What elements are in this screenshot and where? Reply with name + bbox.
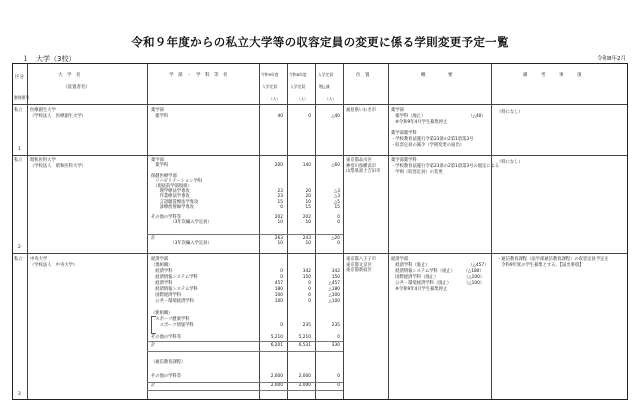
- page-title: 令和９年度からの私立大学等の収容定員の変更に係る学則変更予定一覧: [131, 35, 509, 49]
- section-heading: １ 大学（3校）: [22, 55, 76, 63]
- header-increase: 増△減: [319, 84, 330, 89]
- faculty-line-name: 経済学科: [151, 281, 173, 286]
- row2-summary-0: 薬学部薬学科: [391, 158, 417, 163]
- row1-summary-4: 薬学部薬学科: [391, 131, 417, 136]
- faculty-line-r8: 150: [302, 275, 311, 280]
- faculty-line-r9: 2,000: [270, 374, 283, 379]
- faculty-line-name: 国際経済学科: [151, 293, 182, 298]
- faculty-line-diff: 235: [331, 323, 340, 328]
- row1-dept: 薬学科: [151, 114, 169, 119]
- row3-location: 東京都八王子市 東京都文京区 東京都新宿区: [346, 257, 377, 274]
- faculty-line-diff: △100: [328, 299, 340, 304]
- faculty-line-r9: 23: [277, 189, 283, 195]
- header-num: 整理番号: [14, 95, 30, 100]
- faculty-line-name: 経済学科: [151, 269, 173, 274]
- faculty-line-r8: 0: [308, 287, 311, 292]
- header-location: 位 置: [356, 73, 370, 78]
- faculty-line-r8: 202: [302, 215, 311, 221]
- faculty-line-r9: 23: [277, 194, 283, 200]
- faculty-line-diff: 0: [337, 215, 340, 221]
- faculty-line-name: （現従前学部現組）: [151, 184, 192, 189]
- faculty-line-r9: 100: [274, 293, 283, 298]
- faculty-line-r9: 180: [274, 287, 283, 292]
- faculty-line-r9: 0: [280, 275, 283, 280]
- row2-type: 私立: [14, 158, 23, 163]
- faculty-line-r9: 202: [274, 215, 283, 221]
- faculty-line-diff: 0: [337, 383, 340, 388]
- row3-summary-0: 経済学部: [391, 257, 409, 262]
- header-founder: （設置者名）: [63, 85, 90, 90]
- faculty-line-name: リハビリテーション学科: [151, 178, 203, 184]
- row2-summary-2: 学則（収容定員）の変更: [391, 170, 443, 175]
- faculty-line-name: 理学療法学専攻: [151, 189, 190, 195]
- faculty-line-r9: 0: [280, 269, 283, 274]
- faculty-line-r9: 0: [280, 204, 283, 210]
- faculty-line-name: 言語聴覚療法学専攻: [151, 199, 199, 205]
- row2-location: 東京都品川区 神奈川県横浜市 山梨県富士吉田市: [346, 158, 381, 175]
- row1-r8: 0: [308, 114, 311, 119]
- faculty-line-diff: △100: [328, 293, 340, 298]
- row1-university: 医療創生大学: [30, 108, 56, 113]
- faculty-line-name: （新組織）: [151, 311, 173, 316]
- row2-university: 昭和医科大学: [30, 158, 56, 163]
- row1-type: 私立: [14, 108, 23, 113]
- faculty-line-diff: △5: [333, 199, 340, 205]
- faculty-line-r8: 2,000: [298, 374, 311, 379]
- faculty-line-name: 計: [151, 236, 156, 241]
- faculty-line-name: 計: [151, 383, 156, 388]
- row3-summary-2: 経済情報システム学科（廃止） （△180）: [391, 269, 484, 274]
- faculty-line-r9: 10: [277, 241, 283, 247]
- row3-summary-5: ※令和9年4月学生募集停止: [391, 287, 448, 292]
- faculty-line-r8: 243: [302, 236, 311, 241]
- row3-summary-1: 経済学科（廃止） （△457）: [391, 263, 489, 268]
- faculty-line-diff: △60: [331, 163, 340, 169]
- row3-notes: ・通信教育課程（法学部通信教育課程）の収容定員予定を 令和9年度の学生募集とする。【届出事項】: [497, 257, 609, 268]
- row1-summary-6: ・収容定員の減少（学則変更の届出）: [391, 143, 465, 148]
- row3-type: 私立: [14, 257, 23, 262]
- row3-number: 3: [18, 392, 21, 397]
- faculty-line-r9: 10: [277, 220, 283, 226]
- row1-founder: （学校法人 医療創生大学）: [30, 114, 86, 119]
- header-summary: 概 要: [421, 73, 453, 78]
- faculty-line-r8: 20: [305, 189, 311, 195]
- faculty-line-r9: 200: [274, 163, 283, 169]
- faculty-line-r8: 2,000: [298, 383, 311, 388]
- faculty-line-name: 計: [151, 343, 156, 348]
- faculty-line-name: 経済情報システム学科: [151, 275, 198, 280]
- row2-founder: （学校法人 昭和医科大学）: [30, 164, 86, 169]
- faculty-line-name: その他の学科等: [151, 215, 182, 221]
- faculty-line-r8: 0: [308, 281, 311, 286]
- faculty-line-diff: 0: [337, 335, 340, 340]
- row2-notes: （特になし）: [497, 160, 523, 165]
- row1-summary-0: 薬学部: [391, 108, 404, 113]
- faculty-line-r9: 457: [274, 281, 283, 286]
- faculty-line-r8: 10: [305, 241, 311, 247]
- header-faculty: 学 部 ・ 学 科 等 名: [169, 73, 228, 78]
- faculty-line-r8: 10: [305, 220, 311, 226]
- faculty-line-r8: 5,210: [298, 335, 311, 340]
- faculty-line-r9: 263: [274, 236, 283, 241]
- row1-diff: △40: [331, 114, 340, 119]
- header-university: 大 学 名: [58, 73, 81, 78]
- row1-summary-5: ・学校教育法施行令第23条の2第1項第3号: [391, 137, 474, 142]
- header-diff: 入学定員: [318, 72, 334, 77]
- faculty-line-r8: 10: [305, 199, 311, 205]
- header-notes: 備 考 事 項: [523, 73, 582, 78]
- faculty-line-r8: 235: [302, 323, 311, 328]
- row2-number: 2: [18, 245, 21, 250]
- row1-summary-2: ※令和9年4月学生募集停止: [391, 120, 448, 125]
- faculty-line-diff: △180: [328, 287, 340, 292]
- faculty-line-r8: 15: [305, 204, 311, 210]
- faculty-line-name: 経済学部: [151, 257, 169, 262]
- faculty-line-diff: △3: [333, 194, 340, 200]
- row3-summary-4: 公共・環境経済学科（廃止） （△100）: [391, 281, 485, 286]
- faculty-line-r9: 15: [277, 199, 283, 205]
- faculty-line-r8: 0: [308, 299, 311, 304]
- header-capacity-r8: 令和8年度: [289, 72, 307, 77]
- faculty-line-name: 保健医療学部: [151, 173, 177, 179]
- faculty-line-r8: 6,531: [298, 343, 311, 348]
- faculty-line-r8: 140: [302, 163, 311, 169]
- faculty-line-name: 診療放射線学専攻: [151, 204, 194, 210]
- faculty-line-r8: 0: [308, 293, 311, 298]
- row2-summary-1: ・学校教育法施行令第23条の2第1項第3号の規定による: [391, 164, 500, 169]
- new-org-bracket: [151, 316, 156, 334]
- faculty-line-diff: 150: [331, 275, 340, 280]
- faculty-line-name: 作業療法学専攻: [151, 194, 190, 200]
- schedule-table: [12, 63, 628, 400]
- faculty-line-diff: 0: [337, 220, 340, 226]
- header-unit-2: （人）: [297, 97, 308, 101]
- faculty-line-diff: 15: [334, 204, 340, 210]
- row1-faculty: 薬学部: [151, 108, 164, 113]
- header-type: 区分: [15, 75, 24, 80]
- header-unit-1: （人）: [269, 97, 280, 101]
- faculty-line-r9: 6,201: [270, 343, 283, 348]
- faculty-line-diff: 0: [337, 241, 340, 247]
- faculty-line-r9: 5,210: [270, 335, 283, 340]
- document-date: 令和8年2月: [597, 56, 626, 62]
- faculty-line-r9: 100: [274, 299, 283, 304]
- header-capacity-r8-sub: 入学定員: [290, 84, 306, 89]
- header-capacity-r9-sub: 入学定員: [262, 84, 278, 89]
- faculty-line-name: 薬学科: [151, 163, 169, 169]
- row1-summary-1: 薬学科（廃止） （△40）: [391, 114, 486, 119]
- faculty-line-name: （3年次編入学定員）: [151, 241, 212, 247]
- faculty-line-name: 経済情報システム学科: [151, 287, 198, 292]
- faculty-line-diff: 0: [337, 374, 340, 379]
- row3-university: 中央大学: [30, 257, 48, 262]
- faculty-line-name: （現組織）: [151, 263, 173, 268]
- row3-founder: （学校法人 中央大学）: [30, 263, 78, 268]
- row1-notes: （特になし）: [497, 110, 523, 115]
- faculty-line-r8: 342: [302, 269, 311, 274]
- header-capacity-r9: 令和9年度: [261, 72, 279, 77]
- faculty-line-name: （3年次編入学定員）: [151, 220, 212, 226]
- faculty-line-r9: 0: [280, 323, 283, 328]
- row1-number: 1: [18, 147, 21, 152]
- faculty-line-name: スポーツ情報学科: [151, 323, 194, 328]
- faculty-line-diff: 342: [331, 269, 340, 274]
- faculty-line-diff: △457: [328, 281, 340, 286]
- faculty-line-diff: 330: [331, 343, 340, 348]
- row3-summary-3: 国際経済学科（廃止） （△100）: [391, 275, 485, 280]
- row1-location: 福島県いわき市: [346, 108, 377, 113]
- faculty-line-r9: 2,000: [270, 383, 283, 388]
- faculty-line-diff: △3: [333, 189, 340, 195]
- faculty-line-name: その他の学科等: [151, 374, 182, 379]
- row1-r9: 40: [277, 114, 283, 119]
- faculty-line-name: 薬学部: [151, 158, 164, 163]
- header-unit-3: （人）: [325, 97, 336, 101]
- faculty-line-name: 公共・環境経済学科: [151, 299, 194, 304]
- faculty-line-diff: △20: [331, 236, 340, 241]
- faculty-line-name: その他の学科等: [151, 335, 182, 340]
- faculty-line-name: （通信教育課程）: [151, 360, 186, 365]
- faculty-line-r8: 20: [305, 194, 311, 200]
- faculty-line-name: スポーツ健康学科: [151, 317, 190, 322]
